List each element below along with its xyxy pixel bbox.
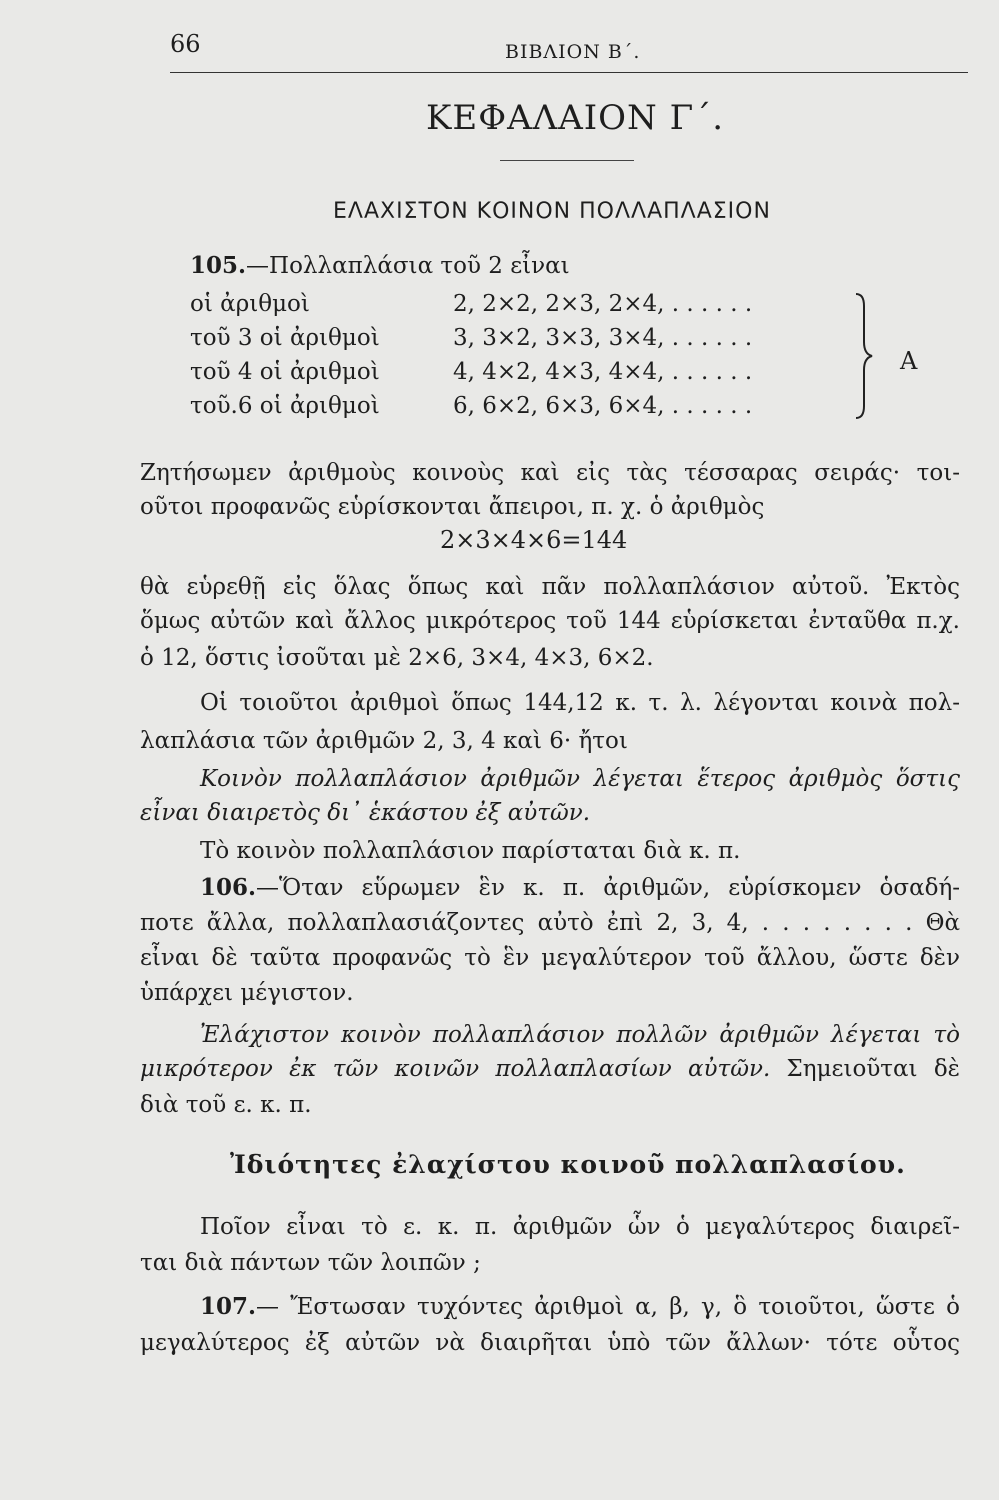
paragraph-line: Ζητήσωμεν ἀριθμοὺς κοινοὺς καὶ εἰς τὰς τέσσαρας σειράς· τοι- <box>140 460 960 486</box>
paragraph-line: θὰ εὑρεθῇ εἰς ὅλας ὅπως καὶ πᾶν πολλαπλάσιον αὐτοῦ. Ἐκτὸς <box>140 574 960 600</box>
table-row-values: 6, 6×2, 6×3, 6×4, . . . . . . <box>453 393 753 419</box>
table-row-values: 2, 2×2, 2×3, 2×4, . . . . . . <box>453 291 753 317</box>
table-row-values: 3, 3×2, 3×3, 3×4, . . . . . . <box>453 325 753 351</box>
paragraph-line: Ποῖον εἶναι τὸ ε. κ. π. ἀριθμῶν ὧν ὁ μεγαλύτερος διαιρεῖ- <box>200 1214 960 1240</box>
running-title: ΒΙΒΛΙΟΝ Β΄. <box>505 41 641 63</box>
paragraph-line: Τὸ κοινὸν πολλαπλάσιον παρίσταται διὰ κ. π. <box>200 838 741 864</box>
definition-line: Κοινὸν πολλαπλάσιον ἀριθμῶν λέγεται ἕτερος ἀριθμὸς ὅστις <box>200 766 960 792</box>
title-divider <box>500 160 634 161</box>
section-107-number: 107. <box>200 1293 257 1320</box>
paragraph-line: διὰ τοῦ ε. κ. π. <box>140 1092 312 1118</box>
paragraph-line: ποτε ἄλλα, πολλαπλασιάζοντες αὐτὸ ἐπὶ 2, 3, 4, . . . . . . . . Θὰ <box>140 910 960 936</box>
table-row-values: 4, 4×2, 4×3, 4×4, . . . . . . <box>453 359 753 385</box>
paragraph-line: Οἱ τοιοῦτοι ἀριθμοὶ ὅπως 144,12 κ. τ. λ. λέγονται κοινὰ πολ- <box>200 690 960 716</box>
section-105-number: 105. <box>190 252 247 279</box>
section-105-intro: —Πολλαπλάσια τοῦ 2 εἶναι <box>246 253 570 279</box>
definition-roman: Σημειοῦται δὲ <box>786 1056 961 1082</box>
paragraph-line: ὑπάρχει μέγιστον. <box>140 980 354 1006</box>
properties-heading: Ἰδιότητες ἐλαχίστου κοινοῦ πολλαπλασίου. <box>230 1150 906 1179</box>
section-106-text: —Ὅταν εὕρωμεν ἓν κ. π. ἀριθμῶν, εὑρίσκομεν ὁσαδή- <box>256 875 960 901</box>
section-107-text: — Ἔστωσαν τυχόντες ἀριθμοὶ α, β, γ, ὃ τοιοῦτοι, ὥστε ὁ <box>256 1294 960 1320</box>
section-106-line <box>200 871 960 905</box>
table-row-label: τοῦ 3 οἱ ἀριθμοὶ <box>190 325 380 351</box>
table-row-label: τοῦ.6 οἱ ἀριθμοὶ <box>190 393 380 419</box>
table-row-label: οἱ ἀριθμοὶ <box>190 291 310 317</box>
section-107-line <box>200 1290 960 1324</box>
paragraph-line: λαπλάσια τῶν ἀριθμῶν 2, 3, 4 καὶ 6· ἤτοι <box>140 728 628 754</box>
definition-line <box>140 1052 960 1086</box>
table-row-label: τοῦ 4 οἱ ἀριθμοὶ <box>190 359 380 385</box>
right-brace-icon <box>852 292 876 420</box>
page-number: 66 <box>170 30 201 58</box>
chapter-title: ΚΕΦΑΛΑΙΟΝ Γ΄. <box>426 98 725 138</box>
header-rule <box>170 72 968 73</box>
chapter-subtitle: ΕΛΑΧΙΣΤΟΝ ΚΟΙΝΟΝ ΠΟΛΛΑΠΛΑΣΙΟΝ <box>333 199 771 224</box>
paragraph-line: μεγαλύτερος ἐξ αὐτῶν νὰ διαιρῆται ὑπὸ τῶν ἄλλων· τότε οὗτος <box>140 1330 960 1356</box>
definition-line: εἶναι διαιρετὸς δι᾽ ἑκάστου ἐξ αὐτῶν. <box>140 800 591 826</box>
paragraph-line: οῦτοι προφανῶς εὑρίσκονται ἄπειροι, π. χ. ὁ ἀριθμὸς <box>140 494 765 520</box>
table-group-label: Α <box>900 347 918 375</box>
formula: 2×3×4×6=144 <box>440 526 628 554</box>
section-105-start <box>190 252 570 279</box>
section-106-number: 106. <box>200 874 257 901</box>
paragraph-line: ὁ 12, ὅστις ἰσοῦται μὲ 2×6, 3×4, 4×3, 6×2. <box>140 645 654 671</box>
paragraph-line: ται διὰ πάντων τῶν λοιπῶν ; <box>140 1250 481 1276</box>
paragraph-line: ὅμως αὐτῶν καὶ ἄλλος μικρότερος τοῦ 144 εὑρίσκεται ἐνταῦθα π.χ. <box>140 608 960 634</box>
definition-line: Ἐλάχιστον κοινὸν πολλαπλάσιον πολλῶν ἀριθμῶν λέγεται τὸ <box>200 1022 960 1048</box>
paragraph-line: εἶναι δὲ ταῦτα προφανῶς τὸ ἓν μεγαλύτερον τοῦ ἄλλου, ὥστε δὲν <box>140 945 960 971</box>
definition-italic: μικρότερον ἐκ τῶν κοινῶν πολλαπλασίων αὐτῶν. <box>140 1056 771 1082</box>
